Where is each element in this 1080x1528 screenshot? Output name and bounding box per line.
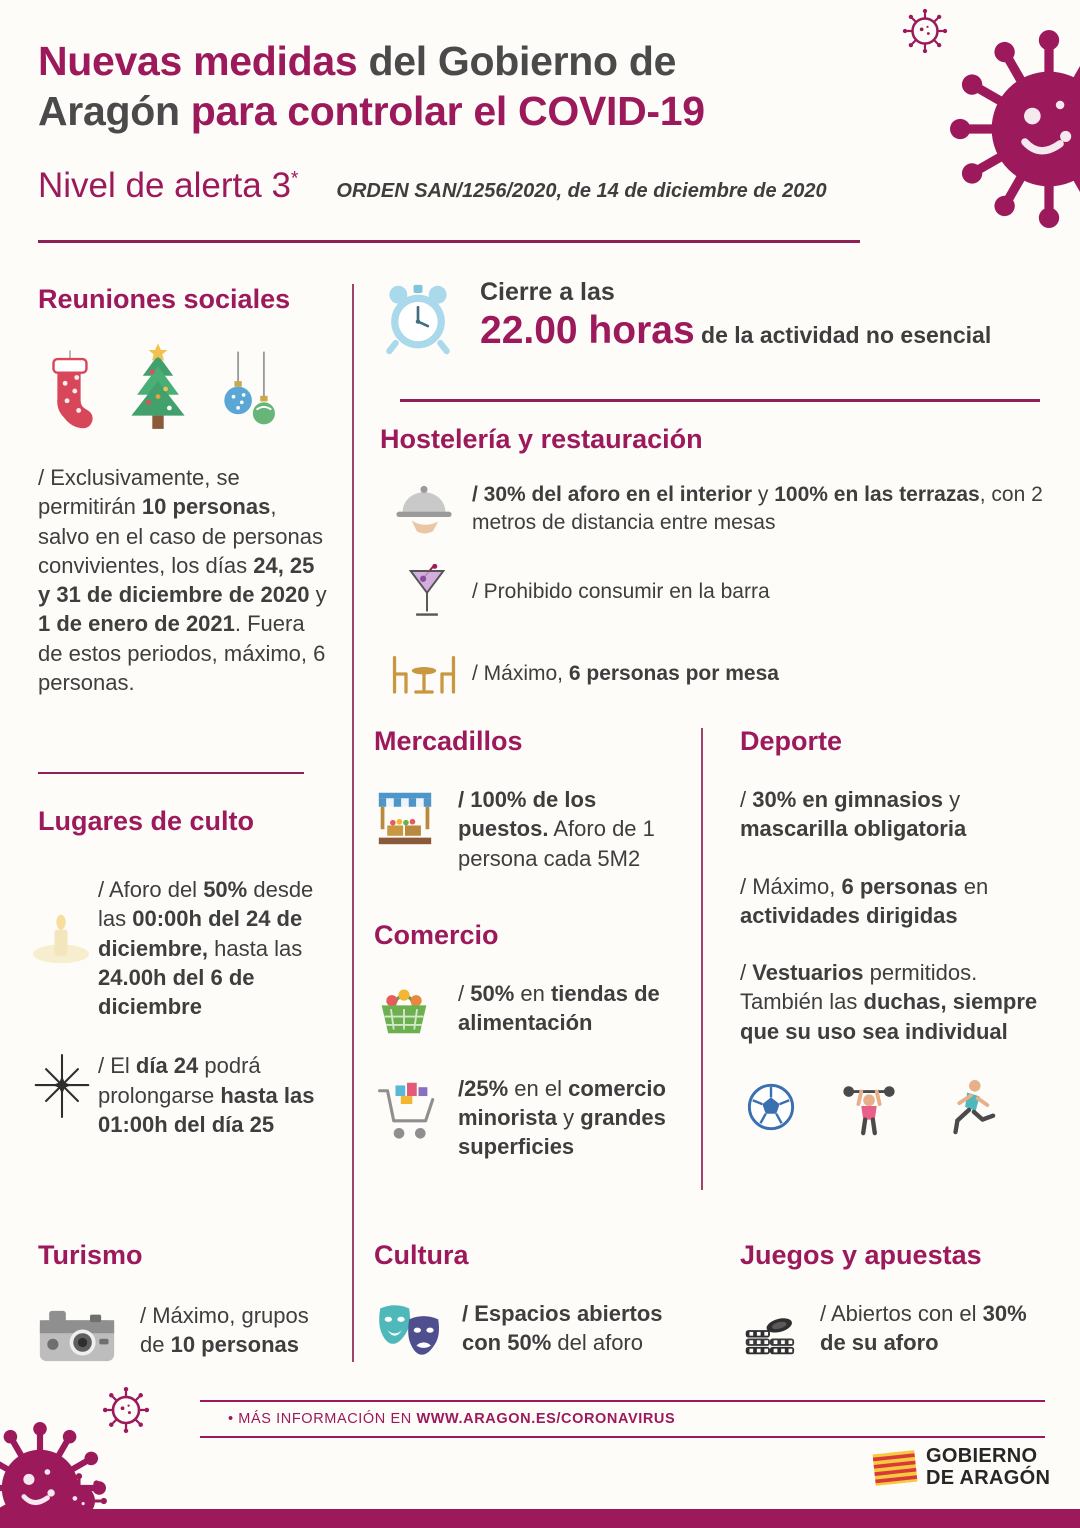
section-title-turismo: Turismo — [38, 1240, 143, 1270]
section-cultura — [374, 1240, 688, 1358]
closure-time-line — [480, 309, 1044, 353]
soccer-ball-icon — [746, 1082, 796, 1132]
comercio-item-minorista — [374, 1074, 688, 1162]
weightlifting-icon — [840, 1078, 898, 1136]
more-info-link[interactable]: • MÁS INFORMACIÓN EN WWW.ARAGON.ES/CORONAVIRUS — [228, 1411, 676, 1427]
hosteleria-mesa-text: / Máximo, 6 personas por mesa — [472, 661, 779, 685]
mercadillos-row — [374, 785, 680, 873]
christmas-tree-icon — [120, 341, 196, 437]
section-title-comercio: Comercio — [374, 920, 499, 950]
virus-icon — [938, 18, 1080, 240]
aragon-flag-icon — [872, 1449, 917, 1485]
market-stall-icon — [376, 789, 434, 847]
shopping-cart-icon — [376, 1078, 438, 1146]
star-icon — [32, 1053, 92, 1119]
closure-text — [480, 278, 1044, 353]
section-turismo — [38, 1240, 338, 1365]
section-juegos-y-apuestas — [740, 1240, 1045, 1358]
lugares-item-aforo — [38, 875, 340, 1021]
alarm-clock-icon — [384, 280, 452, 356]
order-reference: ORDEN SAN/1256/2020, de 14 de diciembre de 2020 — [336, 180, 827, 202]
more-info-bar — [200, 1400, 1045, 1438]
hosteleria-aforo-text: / 30% del aforo en el interior y 100% en las terrazas, con 2 metros de distancia entre mesas — [472, 483, 1043, 535]
table-and-chairs-icon — [388, 649, 460, 699]
juegos-row — [740, 1299, 1045, 1358]
column-divider — [701, 728, 703, 1190]
section-divider — [400, 399, 1040, 402]
section-reuniones-sociales — [38, 284, 330, 697]
section-lugares-de-culto — [38, 806, 340, 1139]
section-title-lugares: Lugares de culto — [38, 806, 255, 836]
turismo-text: / Máximo, grupos de 10 personas — [140, 1303, 309, 1358]
sport-icons-row — [740, 1078, 1045, 1136]
header-divider — [38, 240, 860, 243]
deporte-vestuarios-text: / Vestuarios permitidos. También las duchas, siempre que su uso sea individual — [740, 960, 1038, 1044]
gobierno-de-aragon-logo — [874, 1446, 1050, 1489]
grocery-basket-icon — [376, 983, 432, 1037]
cultura-row — [374, 1299, 688, 1358]
page-title: Nuevas medidas del Gobierno de Aragón para controlar el COVID-19 — [38, 38, 705, 135]
reuniones-text: / Exclusivamente, se permitirán 10 personas, salvo en el caso de personas convivientes, los días 24, 25 y 31 de diciembre de 2020 y 1 de enero de 2021. Fuera de estos periodos, máximo, 6 personas. — [38, 465, 327, 695]
alert-level: Nivel de alerta 3* — [38, 166, 299, 205]
section-title-mercadillos: Mercadillos — [374, 726, 523, 756]
theater-masks-icon — [376, 1303, 446, 1361]
casino-chips-icon — [742, 1303, 796, 1359]
hosteleria-barra-text: / Prohibido consumir en la barra — [472, 579, 770, 603]
section-mercadillos — [374, 726, 680, 873]
logo-text — [926, 1446, 1050, 1489]
closure-banner — [384, 278, 1044, 353]
section-comercio — [374, 920, 688, 1161]
logo-line2: DE ARAGÓN — [926, 1466, 1051, 1489]
section-title-reuniones: Reuniones sociales — [38, 284, 291, 314]
lugares-item-dia24 — [38, 1051, 340, 1139]
section-deporte — [740, 726, 1045, 1136]
section-title-hosteleria: Hostelería y restauración — [380, 424, 703, 454]
cultura-text: / Espacios abiertos con 50% del aforo — [462, 1301, 663, 1356]
section-divider — [38, 772, 304, 774]
hosteleria-item-aforo — [380, 481, 1045, 538]
section-title-deporte: Deporte — [740, 726, 843, 756]
closure-intro: Cierre a las — [480, 278, 615, 306]
comercio-minorista-text: /25% en el comercio minorista y grandes superficies — [458, 1075, 666, 1160]
section-title-cultura: Cultura — [374, 1240, 469, 1270]
hosteleria-item-barra — [380, 564, 1045, 620]
column-divider — [352, 284, 354, 1362]
christmas-baubles-icon — [216, 351, 286, 437]
christmas-stocking-icon — [38, 349, 100, 437]
comercio-alimentacion-text: / 50% en tiendas de alimentación — [458, 981, 660, 1036]
logo-line1: GOBIERNO — [926, 1445, 1038, 1467]
section-hosteleria — [380, 424, 1045, 702]
candle-icon — [28, 911, 94, 967]
deporte-gimnasios-text: / 30% en gimnasios y mascarilla obligatoria — [740, 787, 967, 842]
turismo-row — [38, 1301, 338, 1365]
lugares-aforo-text: / Aforo del 50% desde las 00:00h del 24 de diciembre, hasta las 24.00h del 6 de diciembre — [98, 877, 314, 1020]
christmas-icons-row — [38, 335, 330, 437]
deporte-actividades-text: / Máximo, 6 personas en actividades dirigidas — [740, 873, 989, 928]
camera-icon — [38, 1307, 116, 1365]
closure-time: 22.00 horas — [480, 309, 695, 352]
juegos-text: / Abiertos con el 30% de su aforo — [820, 1301, 1027, 1356]
cocktail-icon — [406, 561, 448, 623]
closure-scope: de la actividad no esencial — [694, 322, 992, 348]
alert-row — [38, 166, 827, 206]
food-cloche-icon — [392, 481, 456, 537]
mercadillos-text: / 100% de los puestos. Aforo de 1 persona cada 5M2 — [458, 787, 655, 871]
comercio-item-alimentacion — [374, 979, 688, 1038]
section-title-juegos: Juegos y apuestas — [740, 1240, 982, 1270]
lugares-dia24-text: / El día 24 podrá prolongarse hasta las 01:00h del día 25 — [98, 1053, 315, 1137]
running-icon — [942, 1078, 996, 1136]
bottom-accent-bar — [0, 1509, 1080, 1528]
hosteleria-item-mesa — [380, 646, 1045, 702]
